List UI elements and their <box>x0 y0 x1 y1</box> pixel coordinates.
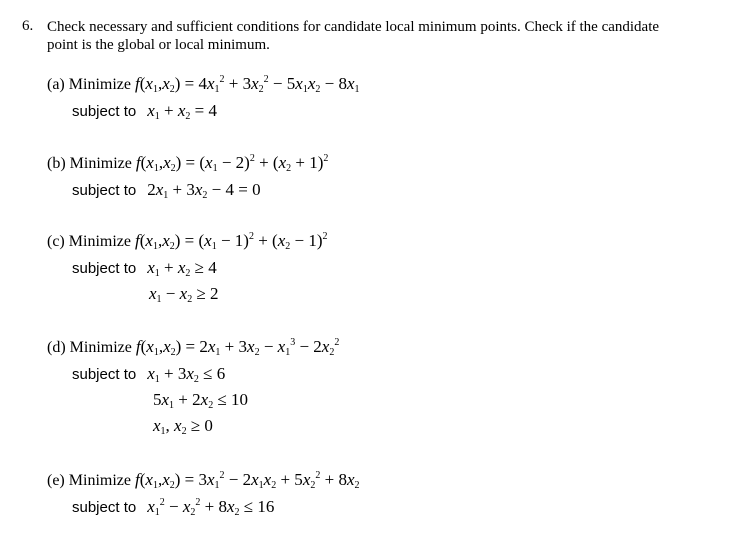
part-d-label: (d) <box>47 339 66 356</box>
part-e-objective-line <box>47 470 360 490</box>
part-b-constraint-line-1 <box>72 180 261 200</box>
part-e-subject-to: subject to <box>72 499 137 516</box>
part-a-constraint-line-1 <box>72 101 217 121</box>
part-d-minimize: Minimize <box>69 339 132 356</box>
part-c-subject-to: subject to <box>72 260 137 277</box>
part-c-constraint-line-1 <box>72 258 217 278</box>
part-c-objective: $f(x_1,x_2) = (x_1 - 1)^2 + (x_2 - 1)^2$ <box>134 231 328 252</box>
part-a-objective-line <box>47 74 360 94</box>
part-c-constraint-line-2 <box>149 284 219 304</box>
part-d-objective-line <box>47 337 339 357</box>
part-a-objective: $f(x_1,x_2) = 4x_1^2 + 3x_2^2 - 5x_1x_2 - 8x_1$ <box>134 74 360 95</box>
part-c-constraint-1: $x_1 + x_2 \ge 4$ <box>147 258 217 279</box>
part-e-label: (e) <box>47 472 65 489</box>
part-e-constraint-line-1 <box>72 497 274 517</box>
part-b-subject-to: subject to <box>72 182 137 199</box>
part-e-constraint-1: $x_1^2 - x_2^2 + 8x_2 \le 16$ <box>147 497 275 518</box>
part-b-objective: $f(x_1,x_2) = (x_1 - 2)^2 + (x_2 + 1)^2$ <box>135 153 329 174</box>
part-c-minimize: Minimize <box>68 233 131 250</box>
part-e-minimize: Minimize <box>68 472 131 489</box>
part-d-constraint-line-1 <box>72 364 225 384</box>
part-a-constraint-1: $x_1 + x_2 = 4$ <box>147 101 217 122</box>
part-d-subject-to: subject to <box>72 366 137 383</box>
problem-intro-line2: point is the global or local minimum. <box>47 37 270 53</box>
part-d-constraint-2: $5x_1 + 2x_2 \le 10$ <box>153 390 249 411</box>
part-d-objective: $f(x_1,x_2) = 2x_1 + 3x_2 - x_1^3 - 2x_2^2$ <box>135 337 340 358</box>
part-d-constraint-3: $x_1$, $x_2 \ge 0$ <box>153 416 213 437</box>
part-b-objective-line <box>47 153 328 173</box>
part-b-minimize: Minimize <box>69 155 132 172</box>
part-c-label: (c) <box>47 233 65 250</box>
part-a-label: (a) <box>47 76 65 93</box>
part-c-objective-line <box>47 231 328 251</box>
part-d-constraint-1: $x_1 + 3x_2 \le 6$ <box>147 364 226 385</box>
part-b-label: (b) <box>47 155 66 172</box>
part-c-constraint-2: $x_1 - x_2 \ge 2$ <box>149 284 219 305</box>
part-e-objective: $f(x_1,x_2) = 3x_1^2 - 2x_1x_2 + 5x_2^2 + 8x_2$ <box>134 470 360 491</box>
part-a-minimize: Minimize <box>68 76 131 93</box>
part-b-constraint-1: $2x_1 + 3x_2 - 4 = 0$ <box>147 180 261 201</box>
part-d-constraint-line-3 <box>153 416 213 436</box>
problem-number: 6. <box>22 18 34 34</box>
part-d-constraint-line-2 <box>153 390 248 410</box>
problem-intro-line1: Check necessary and sufficient conditions for candidate local minimum points. Check if the candidate <box>47 19 660 35</box>
part-a-subject-to: subject to <box>72 103 137 120</box>
